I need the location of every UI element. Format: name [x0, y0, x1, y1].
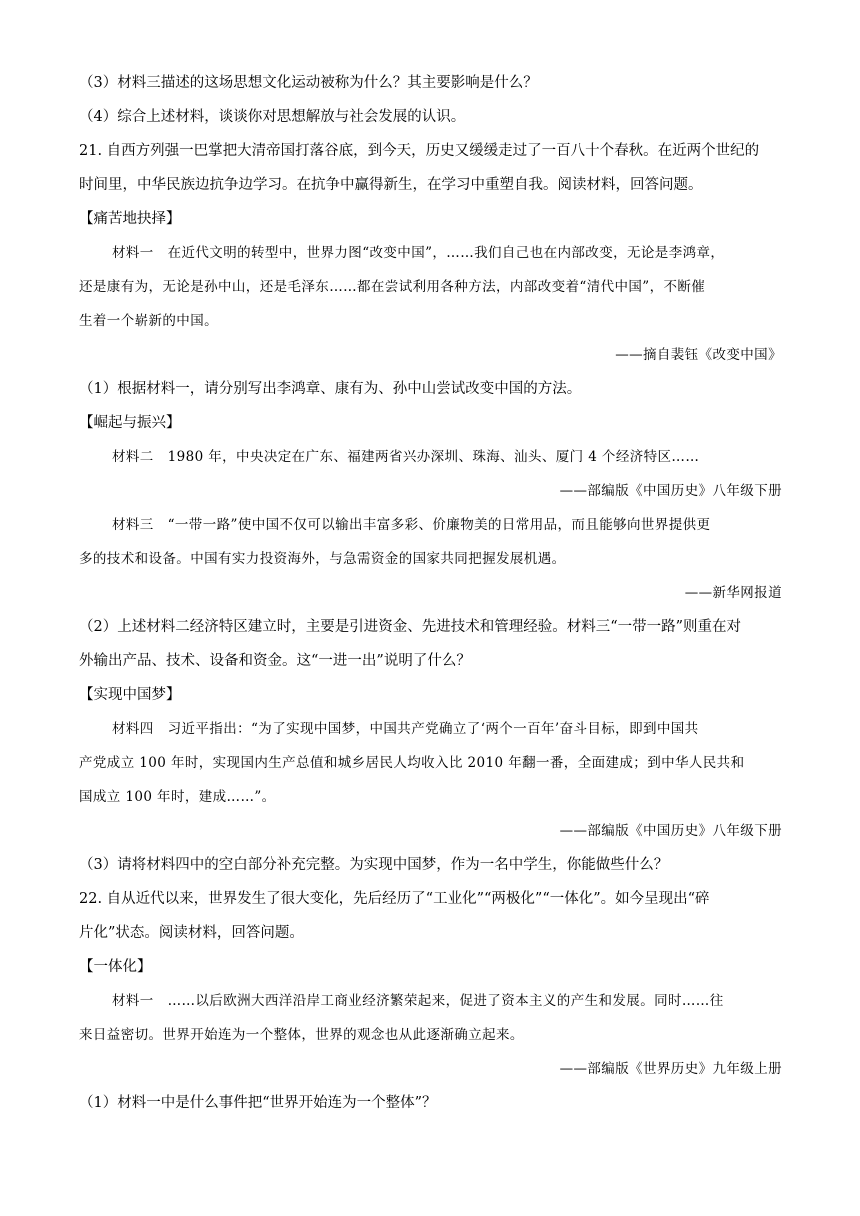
material-4-line-2: 产党成立 100 年时，实现国内生产总值和城乡居民人均收入比 2010 年翻一番，全面建成；到中华人民共和 — [79, 755, 745, 771]
world-material-1-source: ——部编版《世界历史》九年级上册 — [559, 1061, 782, 1077]
question-21-intro-line-1: 21. 自西方列强一巴掌把大清帝国打落谷底，到今天，历史又缓缓走过了一百八十个春秋。在近两个世纪的 — [79, 143, 760, 159]
material-3-source: ——新华网报道 — [684, 585, 782, 601]
world-material-1-line-1: 材料一 ……以后欧洲大西洋沿岸工商业经济繁荣起来，促进了资本主义的产生和发展。同时……往 — [112, 993, 724, 1009]
question-22-intro-line-2: 片化”状态。阅读材料，回答问题。 — [79, 925, 304, 941]
material-1-line-3: 生着一个崭新的中国。 — [79, 313, 218, 329]
question-22-part-1: （1）材料一中是什么事件把“世界开始连为一个整体”？ — [79, 1095, 437, 1111]
material-4-line-3: 国成立 100 年时，建成……”。 — [79, 789, 276, 805]
material-3-line-1: 材料三 “一带一路”使中国不仅可以输出丰富多彩、价廉物美的日常用品，而且能够向世界提供更 — [112, 517, 711, 533]
section-heading-painful-choice: 【痛苦地抉择】 — [79, 211, 181, 227]
section-heading-integration: 【一体化】 — [79, 959, 152, 975]
material-3-line-2: 多的技术和设备。中国有实力投资海外，与急需资金的国家共同把握发展机遇。 — [79, 551, 566, 567]
question-21-intro-line-2: 时间里，中华民族边抗争边学习。在抗争中赢得新生，在学习中重塑自我。阅读材料，回答问题。 — [79, 177, 703, 193]
question-21-part-2-line-1: （2）上述材料二经济特区建立时，主要是引进资金、先进技术和管理经验。材料三“一带一路”则重在对 — [79, 619, 742, 635]
question-21-part-1: （1）根据材料一，请分别写出李鸿章、康有为、孙中山尝试改变中国的方法。 — [79, 381, 582, 397]
section-heading-china-dream: 【实现中国梦】 — [79, 687, 181, 703]
world-material-1-line-2: 来日益密切。世界开始连为一个整体，世界的观念也从此逐渐确立起来。 — [79, 1027, 524, 1043]
material-2-source: ——部编版《中国历史》八年级下册 — [559, 483, 782, 499]
material-1-line-2: 还是康有为，无论是孙中山，还是毛泽东……都在尝试利用各种方法，内部改变着“清代中国”，不断催 — [79, 279, 706, 295]
section-heading-rise-revival: 【崛起与振兴】 — [79, 415, 181, 431]
question-20-part-3: （3）材料三描述的这场思想文化运动被称为什么？其主要影响是什么？ — [79, 75, 538, 91]
material-1-source: ——摘自裴钰《改变中国》 — [615, 347, 782, 363]
question-20-part-4: （4）综合上述材料，谈谈你对思想解放与社会发展的认识。 — [79, 109, 466, 125]
question-21-part-3: （3）请将材料四中的空白部分补充完整。为实现中国梦，作为一名中学生，你能做些什么？ — [79, 857, 669, 873]
question-22-intro-line-1: 22. 自从近代以来，世界发生了很大变化，先后经历了“工业化”“两极化”“一体化”。如今呈现出“碎 — [79, 891, 710, 907]
material-4-line-1: 材料四 习近平指出：“为了实现中国梦，中国共产党确立了‘两个一百年’奋斗目标，即到中国共 — [112, 721, 699, 737]
material-1-line-1: 材料一 在近代文明的转型中，世界力图“改变中国”，……我们自己也在内部改变，无论是李鸿章， — [112, 245, 725, 261]
question-21-part-2-line-2: 外输出产品、技术、设备和资金。这“一进一出”说明了什么？ — [79, 653, 471, 669]
material-2-line-1: 材料二 1980 年，中央决定在广东、福建两省兴办深圳、珠海、汕头、厦门 4 个经济特区…… — [112, 449, 700, 465]
material-4-source: ——部编版《中国历史》八年级下册 — [559, 823, 782, 839]
